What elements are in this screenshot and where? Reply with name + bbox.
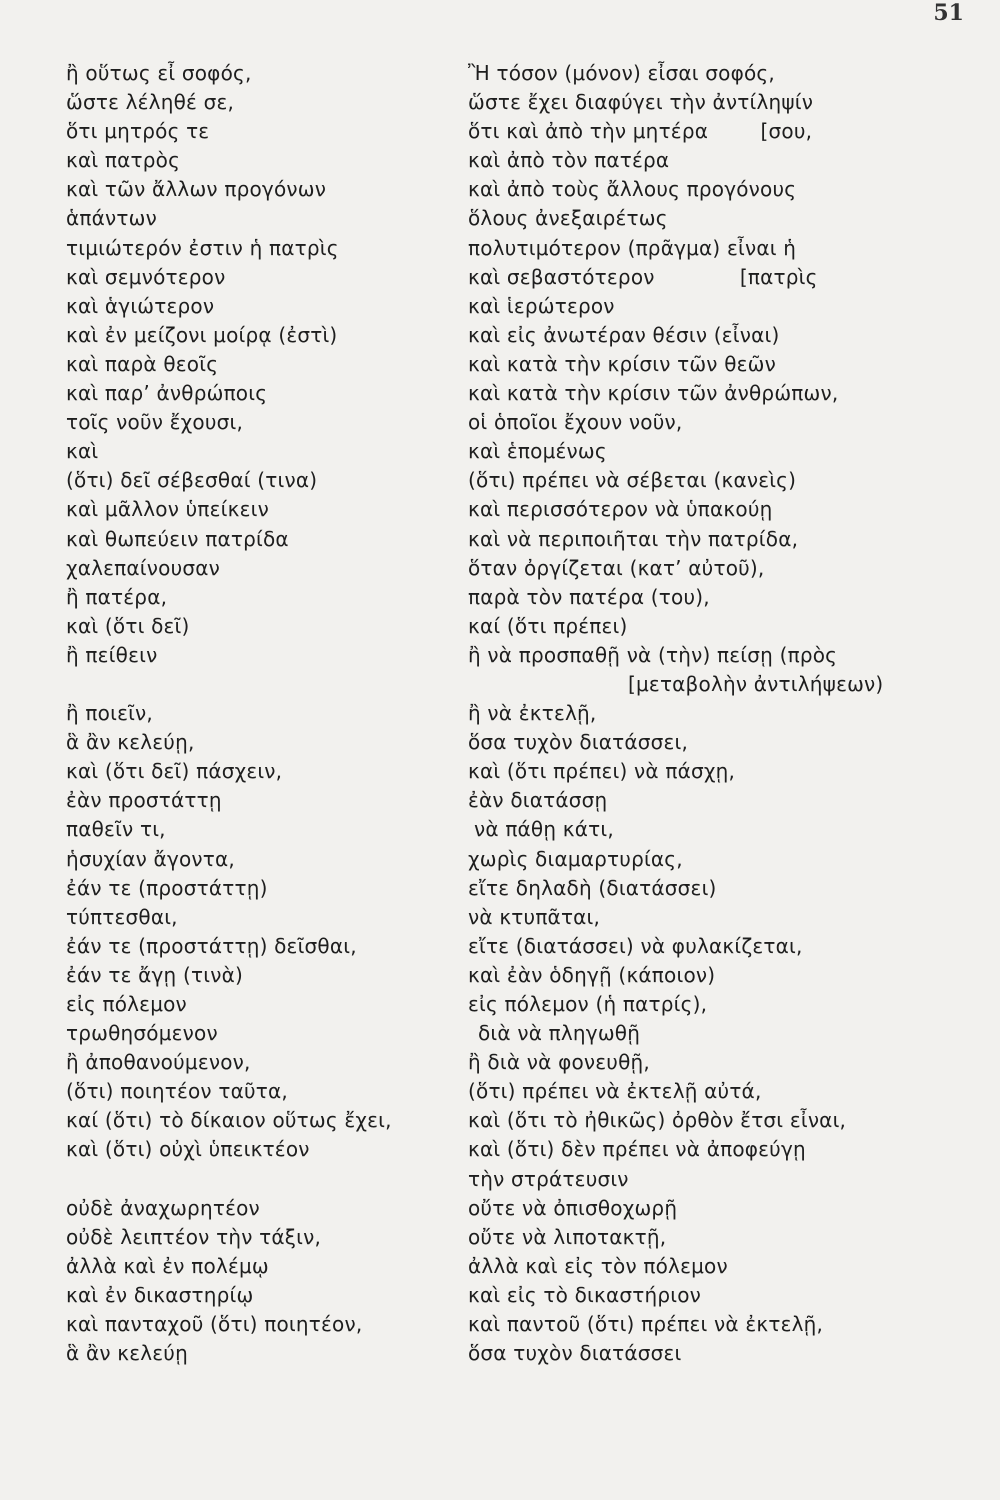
text-line: καὶ (ὅτι δεῖ) — [66, 613, 190, 638]
text-line: καὶ εἰς ἀνωτέραν θέσιν (εἶναι) — [468, 322, 780, 347]
text-line: εἴτε δηλαδὴ (διατάσσει) — [468, 875, 717, 900]
text-line: καὶ (ὅτι) οὐχὶ ὑπεικτέον — [66, 1137, 310, 1162]
text-line: νὰ κτυπᾶται, — [468, 904, 601, 929]
text-line: καὶ παντοῦ (ὅτι) πρέπει νὰ ἐκτελῇ, — [468, 1312, 824, 1337]
text-line: ἐάν τε (προστάττῃ) δεῖσθαι, — [66, 933, 357, 958]
text-line: ἃ ἂν κελεύῃ — [66, 1341, 188, 1366]
text-line: ὅσα τυχὸν διατάσσει, — [468, 730, 689, 755]
text-line: ἢ διὰ νὰ φονευθῇ, — [468, 1050, 650, 1075]
text-line: καὶ περισσότερον νὰ ὑπακούῃ — [468, 497, 773, 522]
text-line: οὔτε νὰ λιποτακτῇ, — [468, 1224, 667, 1249]
text-line: καὶ εἰς τὸ δικαστήριον — [468, 1282, 702, 1307]
text-line: τιμιώτερόν ἐστιν ἡ πατρὶς — [66, 235, 339, 260]
text-line: καὶ θωπεύειν πατρίδα — [66, 526, 289, 551]
text-line: ἃ ἂν κελεύῃ, — [66, 730, 195, 755]
blank-line — [66, 1165, 466, 1194]
text-line: εἰς πόλεμον (ἡ πατρίς), — [468, 992, 708, 1016]
text-line: (ὅτι) ποιητέον ταῦτα, — [66, 1079, 288, 1104]
text-line: ἐάν τε ἄγῃ (τινὰ) — [66, 962, 243, 987]
text-line: καὶ τῶν ἄλλων προγόνων — [66, 177, 327, 202]
ancient-greek-column — [66, 59, 466, 1368]
text-line: ἢ νὰ προσπαθῇ νὰ (τὴν) πείσῃ (πρὸς — [468, 642, 838, 667]
text-line: ἡσυχίαν ἄγοντα, — [66, 846, 235, 871]
blank-line — [66, 670, 466, 699]
text-line: καὶ νὰ περιποιῆται τὴν πατρίδα, — [468, 526, 799, 551]
text-line: διὰ νὰ πληγωθῇ — [478, 1021, 641, 1046]
text-line: ἀλλὰ καὶ ἐν πολέμῳ — [66, 1253, 269, 1278]
text-line: οὐδὲ ἀναχωρητέον — [66, 1195, 260, 1220]
text-line: ὅταν ὀργίζεται (κατ’ αὐτοῦ), — [468, 555, 765, 580]
text-line: ὅτι καὶ ἀπὸ τὴν μητέρα [σου, — [468, 119, 813, 144]
text-line: ὥστε λέληθέ σε, — [66, 90, 235, 115]
text-line: ἢ ἀποθανούμενον, — [66, 1050, 251, 1075]
text-line: τύπτεσθαι, — [66, 904, 178, 929]
text-line: εἴτε (διατάσσει) νὰ φυλακίζεται, — [468, 933, 803, 958]
text-line: Ἢ τόσον (μόνον) εἶσαι σοφός, — [468, 61, 775, 85]
text-line: καί (ὅτι) τὸ δίκαιον οὕτως ἔχει, — [66, 1108, 392, 1133]
text-line: καὶ ἑπομένως — [468, 439, 607, 464]
text-line: ὅσα τυχὸν διατάσσει — [468, 1341, 682, 1366]
text-line: ἀλλὰ καὶ εἰς τὸν πόλεμον — [468, 1253, 728, 1278]
text-line: ἐὰν προστάττῃ — [66, 788, 222, 813]
text-line: χωρὶς διαμαρτυρίας, — [468, 846, 683, 871]
text-line: οἱ ὁποῖοι ἔχουν νοῦν, — [468, 410, 683, 435]
text-line: ἁπάντων — [66, 206, 157, 231]
text-line: τοῖς νοῦν ἔχουσι, — [66, 410, 244, 435]
text-line: καὶ σεβαστότερον [πατρὶς — [468, 264, 818, 289]
modern-greek-column — [468, 59, 884, 1368]
text-line: ἐάν τε (προστάττῃ) — [66, 875, 268, 900]
text-line: καὶ παρὰ θεοῖς — [66, 351, 219, 376]
text-line: καὶ ἱερώτερον — [468, 293, 615, 318]
text-line: (ὅτι) πρέπει νὰ ἐκτελῇ αὐτά, — [468, 1079, 762, 1104]
text-line: καὶ (ὅτι) δὲν πρέπει νὰ ἀποφεύγῃ — [468, 1137, 806, 1162]
text-line: ἐὰν διατάσσῃ — [468, 788, 608, 813]
text-line: [μεταβολὴν ἀντιλήψεων) — [628, 671, 884, 696]
text-line: παθεῖν τι, — [66, 817, 166, 842]
text-line: τὴν στράτευσιν — [468, 1166, 629, 1191]
text-line: καὶ (ὅτι πρέπει) νὰ πάσχῃ, — [468, 759, 736, 784]
text-line: καὶ (ὅτι δεῖ) πάσχειν, — [66, 759, 283, 784]
text-line: πολυτιμότερον (πρᾶγμα) εἶναι ἡ — [468, 235, 797, 260]
text-line: ὅτι μητρός τε — [66, 119, 210, 144]
text-line: καὶ σεμνότερον — [66, 264, 226, 289]
text-line: καί (ὅτι πρέπει) — [468, 613, 628, 638]
text-line: καὶ (ὅτι τὸ ἠθικῶς) ὀρθὸν ἔτσι εἶναι, — [468, 1108, 847, 1133]
text-line: ἢ ποιεῖν, — [66, 701, 153, 726]
text-line: ἢ νὰ ἐκτελῇ, — [468, 701, 597, 726]
text-line: (ὅτι) πρέπει νὰ σέβεται (κανεὶς) — [468, 468, 797, 493]
text-line: εἰς πόλεμον — [66, 992, 187, 1016]
text-line: καὶ παρ’ ἀνθρώποις — [66, 381, 268, 406]
text-line: ἢ πείθειν — [66, 642, 158, 667]
text-line: (ὅτι) δεῖ σέβεσθαί (τινα) — [66, 468, 318, 493]
text-line: χαλεπαίνουσαν — [66, 555, 220, 580]
text-line: καὶ ἀπὸ τοὺς ἄλλους προγόνους — [468, 177, 797, 202]
text-line: νὰ πάθῃ κάτι, — [474, 817, 614, 842]
text-line: καὶ μᾶλλον ὑπείκειν — [66, 497, 269, 522]
text-line: παρὰ τὸν πατέρα (του), — [468, 584, 710, 609]
text-line: τρωθησόμενον — [66, 1021, 218, 1046]
text-line: οὔτε νὰ ὀπισθοχωρῇ — [468, 1195, 678, 1220]
text-line: ὅλους ἀνεξαιρέτως — [468, 206, 668, 231]
text-line: καὶ ἁγιώτερον — [66, 293, 215, 318]
text-line: καὶ — [66, 439, 99, 464]
text-line: καὶ ἐὰν ὁδηγῇ (κάποιον) — [468, 962, 716, 987]
text-line: καὶ κατὰ τὴν κρίσιν τῶν ἀνθρώπων, — [468, 381, 839, 406]
text-line: ἢ πατέρα, — [66, 584, 168, 609]
text-line: ἢ οὕτως εἶ σοφός, — [66, 61, 252, 85]
text-line: καὶ ἐν δικαστηρίῳ — [66, 1282, 254, 1307]
text-line: ὥστε ἔχει διαφύγει τὴν ἀντίληψίν — [468, 90, 814, 115]
text-line: καὶ πατρὸς — [66, 148, 181, 173]
text-line: καὶ πανταχοῦ (ὅτι) ποιητέον, — [66, 1312, 363, 1337]
text-line: καὶ ἀπὸ τὸν πατέρα — [468, 148, 670, 173]
text-line: καὶ κατὰ τὴν κρίσιν τῶν θεῶν — [468, 351, 777, 376]
text-line: καὶ ἐν μείζονι μοίρᾳ (ἐστὶ) — [66, 322, 338, 347]
page-number: 51 — [933, 0, 964, 26]
text-line: οὐδὲ λειπτέον τὴν τάξιν, — [66, 1224, 322, 1249]
